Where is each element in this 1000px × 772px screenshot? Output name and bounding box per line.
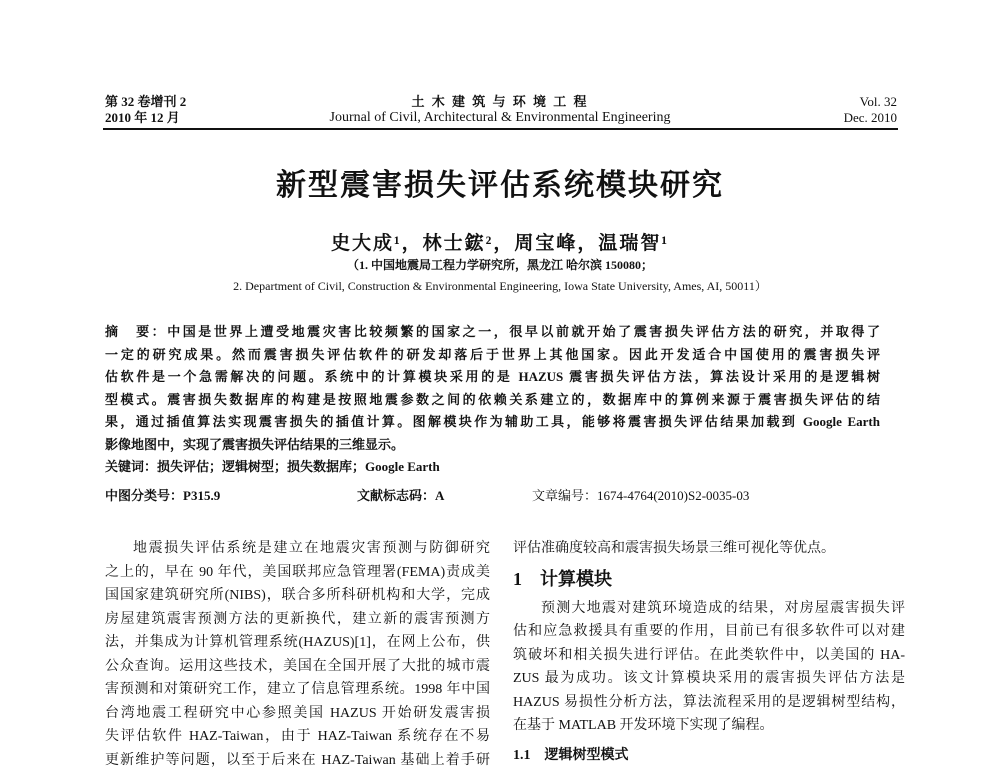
body-right-column [513,537,905,767]
body-line: 评估准确度较高和震害损失场景三维可视化等优点。 [513,537,905,561]
body-line: 筑破坏和相关损失进行评估。在此类软件中，以美国的 HA- [513,644,905,668]
article-id: 文章编号：1674-4764(2010)S2-0035-03 [532,485,749,504]
body-line: 之上的，早在 90 年代，美国联邦应急管理署(FEMA)责成美 [105,561,490,585]
subsection-heading: 1.1 逻辑树型模式 [513,744,905,768]
body-line: 害预测和对策研究工作，建立了信息管理系统。1998 年中国 [105,678,490,702]
abstract-line: 影像地图中，实现了震害损失评估结果的三维显示。 [105,434,880,457]
affiliation-1: （1. 中国地震局工程力学研究所，黑龙江 哈尔滨 150080； [0,256,1000,273]
journal-name-cn: 土 木 建 筑 与 环 境 工 程 [0,94,1000,110]
body-line: 公众查询。运用这些技术，美国在全国开展了大批的城市震 [105,655,490,679]
volume-en: Vol. 32 [844,94,897,110]
body-line: 更新维护等问题，以至于后来在 HAZ-Taiwan 基础上着手研 [105,749,490,772]
authors: 史大成¹，林士鋐²，周宝峰，温瑞智¹ [0,228,1000,255]
body-line: 地震损失评估系统是建立在地震灾害预测与防御研究 [105,537,490,561]
document-code: 文献标志码：A [357,485,444,504]
issue-date: 2010 年 12 月 [105,110,186,126]
volume-info-en [844,94,897,126]
date-en: Dec. 2010 [844,110,897,126]
body-line: 国国家建筑研究所(NIBS)，联合多所科研机构和大学，完成 [105,584,490,608]
abstract-line: 估软件是一个急需解决的问题。系统中的计算模块采用的是 HAZUS 震害损失评估方法，算法设计采用的是逻辑树 [105,366,880,389]
body-line: ZUS 最为成功。该文计算模块采用的震害损失评估方法是 [513,667,905,691]
affiliation-2: 2. Department of Civil, Construction & Environmental Engineering, Iowa State University, Ames, AI, 50011） [0,277,1000,294]
body-line: HAZUS 易损性分析方法，算法流程采用的是逻辑树型结构， [513,691,905,715]
clc-number: 中图分类号：P315.9 [105,485,220,504]
body-line: 台湾地震工程研究中心参照美国 HAZUS 开始研发震害损 [105,702,490,726]
abstract-line: 型模式。震害损失数据库的构建是按照地震参数之间的依赖关系建立的，数据库中的算例来源于震害损失评估的结 [105,389,880,412]
section-heading: 1 计算模块 [513,561,905,597]
paper-title: 新型震害损失评估系统模块研究 [0,160,1000,204]
volume-issue: 第 32 卷增刊 2 [105,94,186,110]
abstract-line: 一定的研究成果。然而震害损失评估软件的研发却落后于世界上其他国家。因此开发适合中国使用的震害损失评 [105,344,880,367]
body-line: 预测大地震对建筑环境造成的结果，对房屋震害损失评 [513,597,905,621]
body-line: 失评估软件 HAZ-Taiwan，由于 HAZ-Taiwan 系统存在不易 [105,725,490,749]
header-rule [103,128,898,130]
body-line: 估和应急救援具有重要的作用，目前已有很多软件可以对建 [513,620,905,644]
abstract-line: 摘 要：中国是世界上遭受地震灾害比较频繁的国家之一，很早以前就开始了震害损失评估方法的研究，并取得了 [105,321,880,344]
body-left-column [105,537,490,772]
abstract-line: 果，通过插值算法实现震害损失的插值计算。图解模块作为辅助工具，能够将震害损失评估结果加载到 Google Earth [105,411,880,434]
journal-name-en: Journal of Civil, Architectural & Environmental Engineering [0,110,1000,126]
keywords: 关键词：损失评估；逻辑树型；损失数据库；Google Earth [105,456,880,479]
abstract [105,321,880,479]
body-line: 法，并集成为计算机管理系统(HAZUS)[1]，在网上公布，供 [105,631,490,655]
body-line: 房屋建筑震害预测方法的更新换代，建立新的震害预测方 [105,608,490,632]
body-line: 在基于 MATLAB 开发环境下实现了编程。 [513,714,905,738]
